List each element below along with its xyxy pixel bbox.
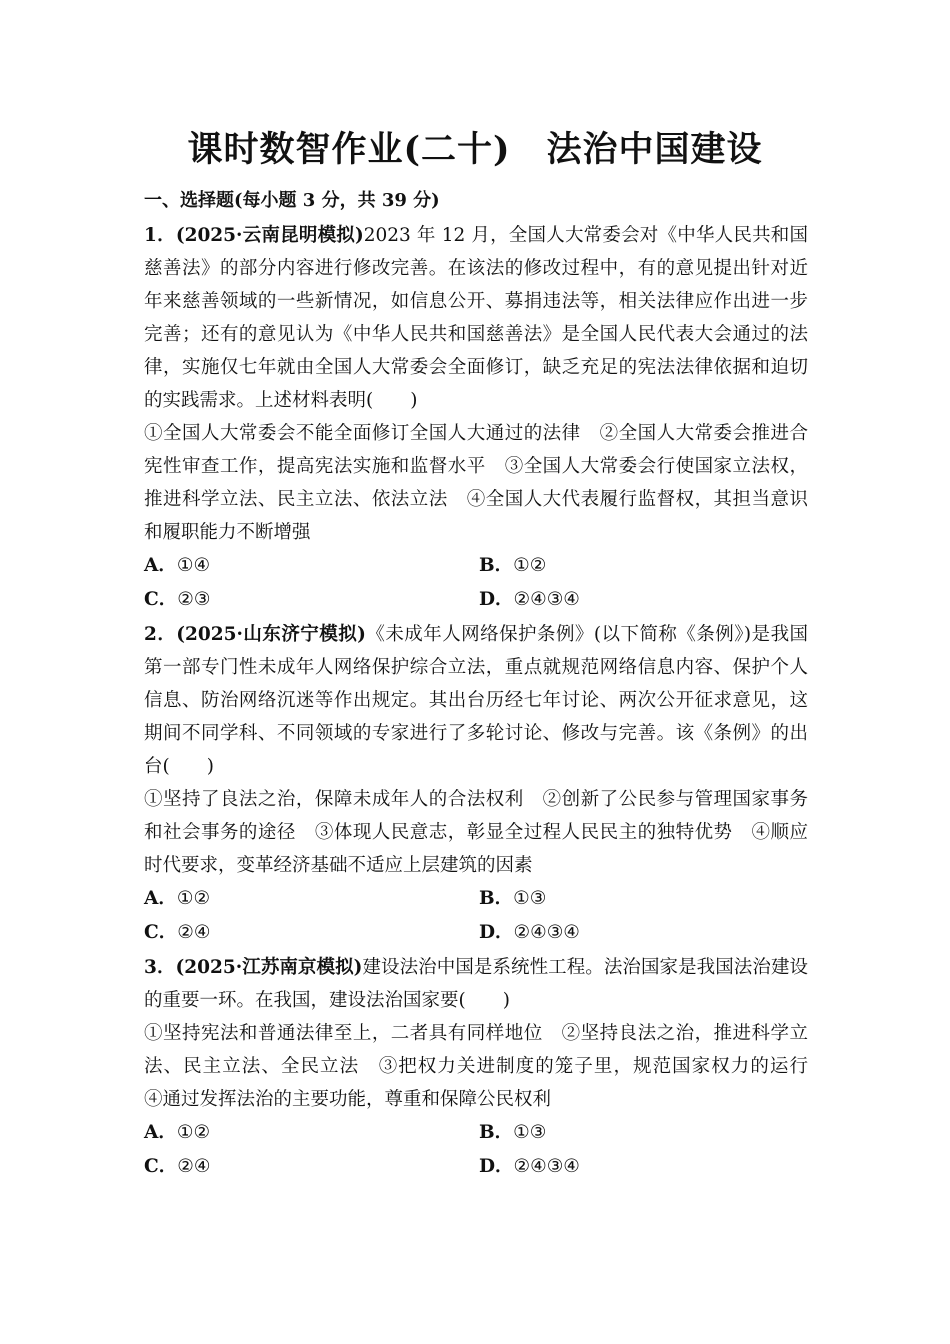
option-a[interactable]: [144, 882, 479, 916]
option-letter: C．: [144, 589, 178, 610]
option-letter: A．: [144, 1122, 177, 1143]
question-list: [144, 184, 827, 1185]
option-text: ①②: [176, 888, 211, 909]
question-1: [144, 219, 808, 617]
question-text: 2023 年 12 月，全国人大常委会对《中华人民共和国慈善法》的部分内容进行修改完善。在该法的修改过程中，有的意见提出针对近年来慈善领域的一些新情况，如信息公开、募捐违法等，相关法律应作出进一步完善；还有的意见认为《中华人民共和国慈善法》是全国人民代表大会通过的法律，实施仅七年就由全国人大常委会全面修订，缺乏充足的宪法法律依据和迫切的实践需求。上述材料表明( ): [144, 225, 809, 411]
option-b[interactable]: [479, 1116, 808, 1150]
option-letter: B．: [479, 555, 514, 576]
option-c[interactable]: [144, 1150, 479, 1184]
question-number: 1．: [144, 225, 176, 246]
option-text: ②④③④: [513, 589, 580, 610]
option-letter: B．: [479, 1122, 514, 1143]
option-text: ②④③④: [513, 922, 580, 943]
option-text: ①③: [513, 888, 547, 909]
answer-options: [144, 549, 808, 617]
option-text: ①②: [513, 555, 547, 576]
option-d[interactable]: [479, 916, 808, 950]
option-text: ①④: [176, 555, 211, 576]
option-letter: A．: [144, 555, 177, 576]
option-text: ②④: [177, 922, 211, 943]
option-text: ①③: [513, 1122, 547, 1143]
question-source: (2025·云南昆明模拟): [175, 225, 364, 246]
question-items: ①坚持了良法之治，保障未成年人的合法权利 ②创新了公民参与管理国家事务和社会事务的途径 ③体现人民意志，彰显全过程人民民主的独特优势 ④顺应时代要求，变革经济基础不适应上层建筑的因素: [144, 789, 808, 876]
option-letter: D．: [479, 1156, 514, 1177]
option-letter: D．: [479, 589, 514, 610]
option-letter: C．: [144, 1156, 178, 1177]
option-d[interactable]: [479, 1150, 808, 1184]
question-source: (2025·江苏南京模拟): [175, 957, 363, 978]
question-number: 2．: [144, 624, 177, 645]
question-stem: [144, 618, 808, 783]
option-c[interactable]: [144, 583, 479, 617]
option-letter: D．: [479, 922, 514, 943]
question-text: 《未成年人网络保护条例》(以下简称《条例》)是我国第一部专门性未成年人网络保护综合立法，重点就规范网络信息内容、保护个人信息、防治网络沉迷等作出规定。其出台历经七年讨论、两次公开征求意见，这期间不同学科、不同领域的专家进行了多轮讨论、修改与完善。该《条例》的出台( ): [144, 624, 809, 777]
question-3: [144, 951, 827, 1184]
question-items: ①坚持宪法和普通法律至上，二者具有同样地位 ②坚持良法之治，推进科学立法、民主立法、全民立法 ③把权力关进制度的笼子里，规范国家权力的运行 ④通过发挥法治的主要功能，尊重和保障公民权利: [144, 1023, 827, 1110]
option-text: ①②: [176, 1122, 211, 1143]
option-letter: B．: [479, 888, 514, 909]
page-title: 课时数智作业(二十) 法治中国建设: [187, 129, 763, 170]
option-c[interactable]: [144, 916, 479, 950]
answer-options: [144, 1116, 808, 1184]
question-number: 3．: [144, 957, 176, 978]
question-stem: [144, 951, 808, 1017]
option-letter: C．: [144, 922, 178, 943]
option-b[interactable]: [479, 549, 808, 583]
option-letter: A．: [144, 888, 177, 909]
option-text: ②③: [177, 589, 211, 610]
question-source: (2025·山东济宁模拟): [176, 624, 366, 645]
question-stem: [144, 219, 808, 417]
option-b[interactable]: [479, 882, 808, 916]
option-a[interactable]: [144, 549, 479, 583]
answer-options: [144, 882, 808, 950]
option-text: ②④: [177, 1156, 211, 1177]
question-items: ①全国人大常委会不能全面修订全国人大通过的法律 ②全国人大常委会推进合宪性审查工作，提高宪法实施和监督水平 ③全国人大常委会行使国家立法权，推进科学立法、民主立法、依法立法 ④全国人大代表履行监督权，其担当意识和履职能力不断增强: [144, 423, 808, 543]
question-2: [144, 618, 808, 950]
option-d[interactable]: [479, 583, 808, 617]
question-text: 建设法治中国是系统性工程。法治国家是我国法治建设的重要一环。在我国，建设法治国家要( ): [144, 957, 809, 1011]
section-heading: 一、选择题(每小题 3 分，共 39 分): [144, 190, 440, 211]
option-a[interactable]: [144, 1116, 479, 1150]
option-text: ②④③④: [513, 1156, 580, 1177]
